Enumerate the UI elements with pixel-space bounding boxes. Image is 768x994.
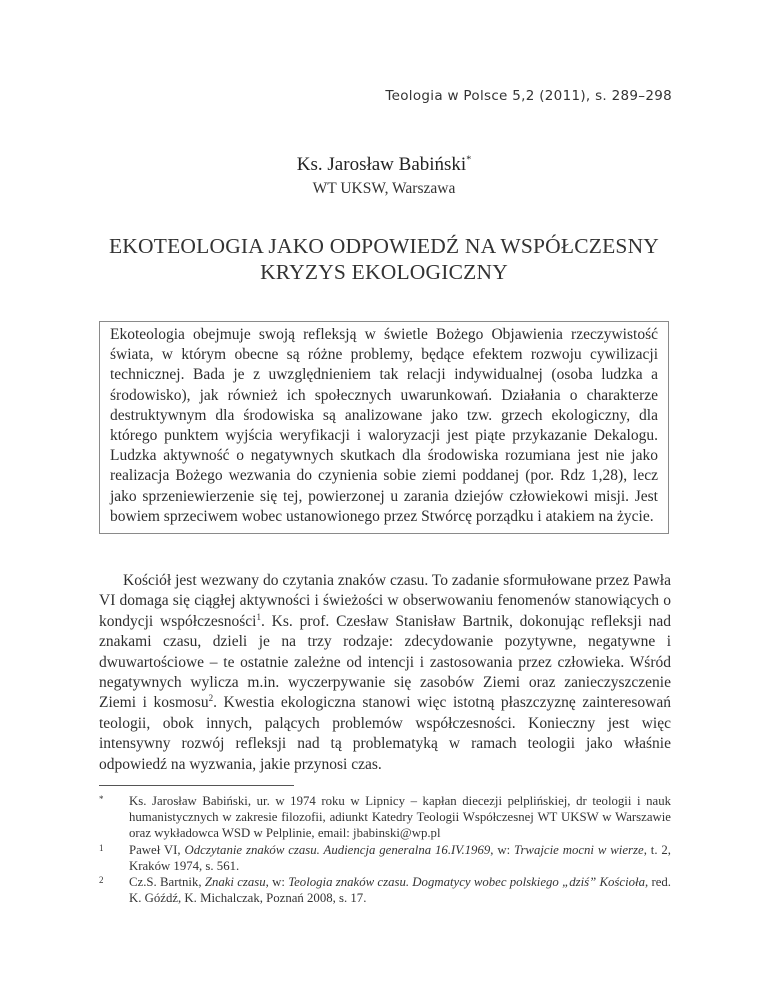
- footnote-text: Ks. Jarosław Babiński, ur. w 1974 roku w Lipnicy – kapłan diecezji pelplińskiej, dr teologii i nauk humanistycznych w zakresie filozofii, adiunkt Katedry Teologii Współczesnej WT UKSW w Warszawie oraz wykładowca WSD w Pelplinie, email: jbabinski@wp.pl: [129, 794, 671, 841]
- author-affiliation: WT UKSW, Warszawa: [312, 180, 456, 197]
- paragraph-text: . Ks. prof. Czesław Stanisław Bartnik, dokonując refleksji nad znakami czasu, dzieli je na trzy rodzaje: zdecydowanie pozytywne, negatywne i dwuwartościowe – te ostatnie zależne od intencji i zastosowania przez człowieka. Wśród negatywnych wylicza m.in. wyczerpywanie się zasobów Ziemi oraz zanieczyszczenie Ziemi i kosmosu: [99, 612, 671, 712]
- footnote-mark: 1: [99, 842, 104, 853]
- paragraph: [99, 571, 671, 775]
- footnote-text: Paweł VI,: [129, 842, 185, 857]
- footnote-italic-title: Teologia znaków czasu. Dogmatycy wobec polskiego „dziś” Kościoła: [288, 875, 645, 890]
- footnote-author: [99, 793, 671, 842]
- footnote-divider: [99, 785, 294, 786]
- footnote-text: , red. K. Góźdź, K. Michalczak, Poznań 2008, s. 17.: [129, 875, 671, 906]
- article-title: [0, 233, 768, 285]
- author-name: [0, 154, 768, 176]
- author-footnote-mark: *: [466, 154, 472, 166]
- footnotes: [99, 793, 671, 906]
- author-name-text: Ks. Jarosław Babiński: [296, 154, 467, 175]
- footnote-text: , w:: [490, 842, 515, 857]
- footnote-mark: 2: [99, 875, 104, 886]
- title-line-2: KRYZYS EKOLOGICZNY: [260, 260, 508, 284]
- footnote-italic-title: Odczytanie znaków czasu. Audiencja generalna 16.IV.1969: [184, 842, 491, 857]
- running-head: Teologia w Polsce 5,2 (2011), s. 289–298: [385, 88, 672, 104]
- footnote-text: , w:: [265, 875, 289, 890]
- footnote-2: [99, 874, 671, 906]
- footnote-text: , t. 2, Kraków 1974, s. 561.: [129, 842, 671, 873]
- footnote-italic-title: Znaki czasu: [204, 875, 266, 890]
- abstract-box: Ekoteologia obejmuje swoją refleksją w świetle Bożego Objawienia rzeczywistość świata, w którym obecne są różne problemy, będące efektem rozwoju cywilizacji technicznej. Bada je z uwzględnieniem tak relacji indywidualnej (osoba ludzka a środowisko), jak również ich społecznych uwarunkowań. Działania o charakterze destruktywnym dla środowiska są analizowane jako tzw. grzech ekologiczny, dla którego punktem wyjścia weryfikacji i waloryzacji jest piąte przykazanie Dekalogu. Ludzka aktywność o negatywnych skutkach dla środowiska rozumiana jest nie jako realizacja Bożego wezwania do czynienia sobie ziemi poddanej (por. Rdz 1,28), lecz jako sprzeniewierzenie się tej, powierzonej u zarania dziejów człowiekowi misji. Jest bowiem sprzeciwem wobec ustanowionego przez Stwórcę porządku i atakiem na życie.: [99, 321, 669, 534]
- footnote-italic-title: Trwajcie mocni w wierze: [514, 842, 644, 857]
- body-text: [99, 571, 671, 775]
- footnote-1: [99, 842, 671, 874]
- paragraph-text: . Kwestia ekologiczna stanowi więc istotną płaszczyznę zainteresowań teologii, obok innych, palących problemów współczesności. Konieczny jest więc intensywny rozwój refleksji nad tą problematyką w ramach teologii jako właśnie odpowiedź na wyzwania, jakie przynosi czas.: [99, 694, 671, 773]
- paragraph-text: Kościół jest wezwany do czytania znaków czasu. To zadanie sformułowane przez Pawła VI domaga się ciągłej aktywności i świeżości w obserwowaniu fenomenów stanowiących o kondycji współczesności: [99, 572, 671, 630]
- footnote-text: Cz.S. Bartnik,: [129, 875, 205, 890]
- footnote-ref-2[interactable]: 2: [208, 693, 214, 704]
- footnote-ref-1[interactable]: 1: [256, 611, 261, 622]
- title-line-1: EKOTEOLOGIA JAKO ODPOWIEDŹ NA WSPÓŁCZESNY: [108, 234, 660, 258]
- footnote-mark: *: [99, 794, 104, 804]
